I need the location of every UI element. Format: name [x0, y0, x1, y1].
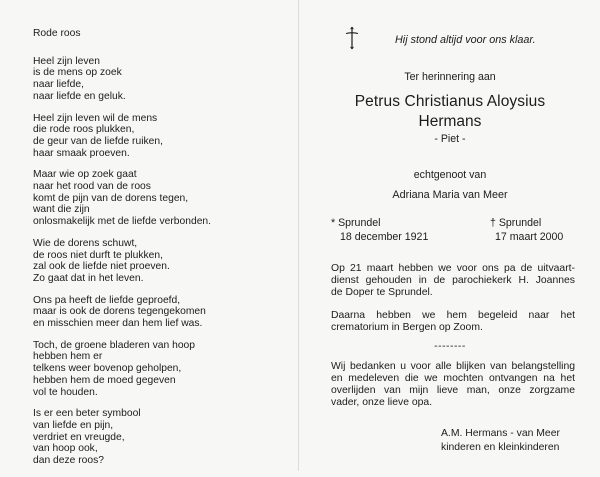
poem-line: komt de pijn van de dorens tegen, [33, 192, 189, 204]
poem-line: naar het rood van de roos [33, 181, 151, 193]
paragraph-line: Wij bedanken u voor alle blijken van belangstelling [331, 361, 575, 372]
poem-stanza [33, 56, 283, 103]
deceased-name-line1: Petrus Christianus Aloysius [354, 93, 546, 110]
poem-line: Zo gaat dat in het leven. [33, 272, 144, 284]
poem-line: want die zijn [33, 204, 90, 216]
spouse-label: echtgenoot van [413, 169, 487, 181]
poem-line: haar smaak proeven. [33, 147, 130, 159]
poem-line: telkens weer bovenop geholpen, [33, 363, 182, 375]
poem-stanza [33, 340, 283, 399]
poem-title: Rode roos [33, 28, 81, 39]
poem-line: hebben hem de moed gegeven [33, 374, 176, 386]
paragraph-line: crematorium in Bergen op Zoom. [331, 322, 483, 333]
poem-line: Wie de dorens schuwt, [33, 237, 138, 249]
paragraph-line: Op 21 maart hebben we voor ons pa de uitvaart- [331, 263, 575, 274]
separator: -------- [434, 341, 466, 352]
cross-icon [343, 26, 361, 50]
poem-line: Heel zijn leven [33, 55, 100, 67]
cremation-paragraph [331, 310, 575, 334]
nickname: - Piet - [434, 133, 466, 145]
paragraph-line: dienst gehouden in de parochiekerk H. Joannes [331, 275, 575, 286]
birth-date: 18 december 1921 [340, 231, 429, 243]
poem-line: en misschien meer dan hem lief was. [33, 318, 203, 330]
paragraph-line: en medeleven die we mochten ontvangen na het [331, 373, 575, 384]
birth-place: * Sprundel [331, 217, 381, 229]
poem-line: van hoop ook, [33, 443, 98, 455]
spouse-name: Adriana Maria van Meer [392, 189, 508, 201]
poem-stanza [33, 238, 283, 285]
poem-stanza [33, 169, 283, 228]
signature [441, 427, 560, 455]
poem-line: de geur van de liefde ruiken, [33, 135, 163, 147]
poem-line: de roos niet durft te plukken, [33, 249, 163, 261]
paragraph-line: Daarna hebben we hem begeleid naar het [331, 310, 575, 321]
motto: Hij stond altijd voor ons klaar. [395, 34, 536, 46]
thanks-paragraph [331, 361, 575, 409]
fold-line [298, 0, 299, 471]
poem-line: Maar wie op zoek gaat [33, 169, 137, 181]
poem-line: verdriet en vreugde, [33, 431, 125, 443]
poem-line: vol te houden. [33, 386, 98, 398]
death-info [490, 216, 563, 244]
poem-line: dan deze roos? [33, 455, 104, 467]
poem-line: van liefde en pijn, [33, 419, 114, 431]
poem-line: hebben hem er [33, 351, 103, 363]
death-date: 17 maart 2000 [495, 231, 564, 243]
poem-line: zal ook de liefde niet proeven. [33, 261, 170, 273]
poem-line: maar is ook de dorens tegengekomen [33, 306, 206, 318]
birth-info [331, 216, 428, 244]
poem-line: naar liefde en geluk. [33, 90, 126, 102]
poem-line: Is er een beter symbool [33, 408, 141, 420]
paragraph-line: vader, onze lieve opa. [331, 397, 433, 408]
poem-line: is de mens op zoek [33, 67, 122, 79]
poem-stanza [33, 408, 283, 467]
poem-line: Ons pa heeft de liefde geproefd, [33, 294, 181, 306]
paragraph-line: overlijden van mijn lieve man, onze zorgzame [331, 385, 575, 396]
paragraph-line: de Doper te Sprundel. [331, 287, 433, 298]
funeral-paragraph [331, 263, 575, 299]
poem-stanza [33, 295, 283, 330]
poem-line: die rode roos plukken, [33, 124, 135, 136]
poem-line: naar liefde, [33, 79, 84, 91]
poem [33, 28, 283, 477]
poem-line: onlosmakelijk met de liefde verbonden. [33, 216, 212, 228]
poem-line: Toch, de groene bladeren van hoop [33, 339, 196, 351]
memory-label: Ter herinnering aan [404, 71, 496, 83]
death-place: † Sprundel [490, 217, 542, 229]
deceased-name-line2: Hermans [418, 113, 482, 130]
signature-line: kinderen en kleinkinderen [441, 442, 560, 453]
signature-line: A.M. Hermans - van Meer [441, 428, 560, 439]
poem-stanza [33, 113, 283, 160]
poem-line: Heel zijn leven wil de mens [33, 112, 158, 124]
